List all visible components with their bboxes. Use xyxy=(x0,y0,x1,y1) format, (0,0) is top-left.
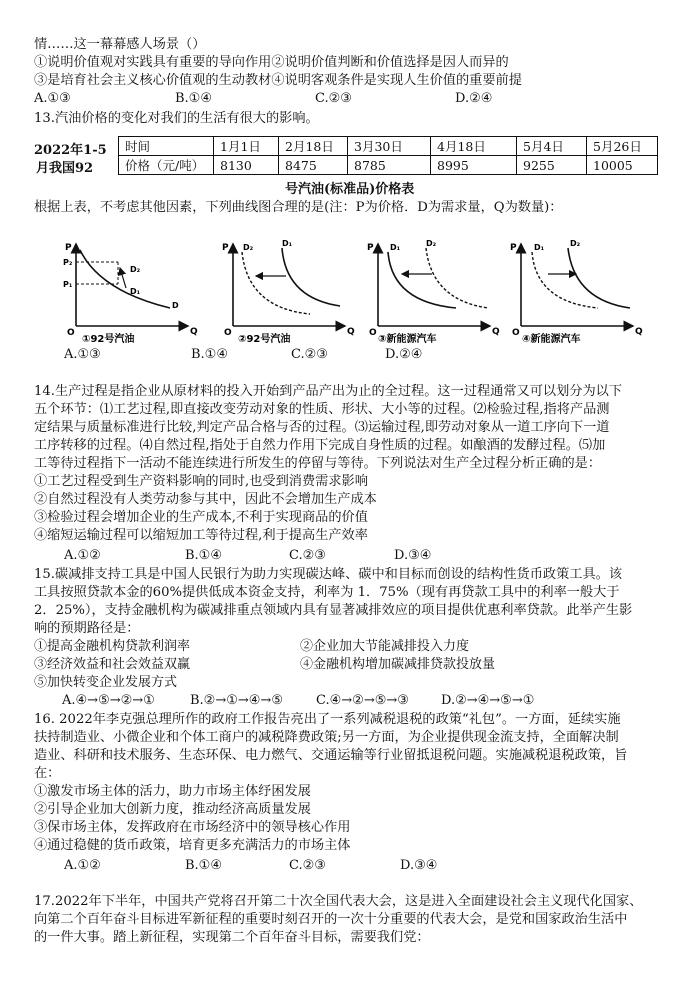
q17-stem-line: 的一件大事。踏上新征程，实现第二个百年奋斗目标，需要我们党： xyxy=(34,930,430,945)
origin-label: O xyxy=(369,328,377,338)
graph-caption-3: ③新能源汽车 xyxy=(378,334,437,344)
graph-4[interactable] xyxy=(510,239,643,338)
table-cell: 价格（元/吨） xyxy=(119,156,214,175)
table-cell: 9255 xyxy=(517,156,587,175)
graph-3[interactable] xyxy=(367,239,500,338)
q17-stem-line: 向第二个百年奋斗目标进军新征程的重要时刻召开的一次十分重要的代表大会，是党和国家政治生活中 xyxy=(34,912,628,927)
q13-choice-b[interactable]: B.①④ xyxy=(191,347,228,362)
axis-label-p: P xyxy=(510,243,517,253)
q16-option-4: ④通过稳健的货币政策，培育更多充满活力的市场主体 xyxy=(34,838,351,853)
q16-option-2: ②引导企业加大创新力度，推动经济高质量发展 xyxy=(34,802,311,817)
q15-option-4: ④金融机构增加碳减排贷款投放量 xyxy=(300,657,496,672)
q16-choice-b[interactable]: B.①④ xyxy=(185,858,222,873)
price-table-side-title-1: 2022年1-5 xyxy=(34,143,107,158)
q15-choice-c[interactable]: C.④→②→⑤→③ xyxy=(316,693,409,708)
label-p1: P₁ xyxy=(63,280,73,289)
q15-option-3: ③经济效益和社会效益双赢 xyxy=(34,657,191,672)
table-row xyxy=(119,156,658,175)
table-cell: 8785 xyxy=(348,156,431,175)
table-cell: 4月18日 xyxy=(431,137,517,156)
q13-choice-a[interactable]: A.①③ xyxy=(64,347,101,362)
q16-choice-a[interactable]: A.①② xyxy=(64,858,101,873)
price-table-title: 号汽油(标准品)价格表 xyxy=(285,182,415,197)
curve-graphs xyxy=(60,236,660,344)
axis-label-q: Q xyxy=(190,327,198,337)
price-table-side-title-2: 月我国92 xyxy=(36,161,94,176)
q15-choice-a[interactable]: A.④→⑤→②→① xyxy=(62,693,155,708)
graph-caption-1: ①92号汽油 xyxy=(82,334,135,344)
q12-option-line-2: ③是培育社会主义核心价值观的生动教材④说明客观条件是实现人生价值的重要前提 xyxy=(34,73,522,88)
q14-option-2: ②自然过程没有人类劳动参与其中，因此不会增加生产成本 xyxy=(34,492,377,507)
graph-caption-4: ④新能源汽车 xyxy=(522,334,581,344)
axis-label-q: Q xyxy=(347,327,355,337)
label-d1: D₁ xyxy=(534,243,545,252)
axis-label-p: P xyxy=(65,243,72,253)
q15-choice-d[interactable]: D.②→④→⑤→① xyxy=(441,693,535,708)
label-d2: D₂ xyxy=(426,239,437,248)
q13-choice-c[interactable]: C.②③ xyxy=(291,347,328,362)
q16-option-1: ①激发市场主体的活力，助力市场主体纾困发展 xyxy=(34,784,311,799)
table-cell: 10005 xyxy=(587,156,658,175)
q15-stem-line: 2．25%），支持金融机构为碳减排重点领域内具有显著减排效应的项目提供优惠利率贷款。此举产生影 xyxy=(34,603,633,618)
q14-stem-line: 14.生产过程是指企业从原材料的投入开始到产品产出为止的全过程。这一过程通常又可以划分为以下 xyxy=(34,384,623,399)
axis-label-p: P xyxy=(367,243,374,253)
axis-label-p: P xyxy=(222,243,229,253)
q15-option-5: ⑤加快转变企业发展方式 xyxy=(34,675,178,690)
gasoline-price-table xyxy=(118,136,658,175)
q16-choice-c[interactable]: C.②③ xyxy=(289,858,326,873)
q12-option-line-1: ①说明价值观对实践具有重要的导向作用②说明价值判断和价值选择是因人而异的 xyxy=(34,55,509,70)
origin-label: O xyxy=(512,328,520,338)
q14-choice-c[interactable]: C.②③ xyxy=(289,548,326,563)
table-cell: 2月18日 xyxy=(279,137,348,156)
label-d2: D₂ xyxy=(130,265,141,274)
label-p2: P₂ xyxy=(63,258,73,267)
q13-choice-d[interactable]: D.②④ xyxy=(385,347,423,362)
q14-option-3: ③检验过程会增加企业的生产成本,不利于实现商品的价值 xyxy=(34,510,368,525)
label-d2: D₂ xyxy=(570,239,581,248)
q16-stem-line: 扶持制造业、小微企业和个体工商户的减税降费政策;另一方面，为企业提供现金流支持，全面解决制 xyxy=(34,730,619,745)
q14-stem-line: 五个环节：⑴工艺过程,即直接改变劳动对象的性质、形状、大小等的过程。⑵检验过程,指将产品测 xyxy=(34,402,610,417)
graph-2[interactable] xyxy=(222,239,355,338)
table-cell: 5月26日 xyxy=(587,137,658,156)
q12-stem-line: 情……这一幕幕感人场景（） xyxy=(34,37,206,52)
table-cell: 5月4日 xyxy=(517,137,587,156)
q15-option-2: ②企业加大节能减排投入力度 xyxy=(300,639,470,654)
q17-stem-line: 17.2022年下半年，中国共产党将召开第二十次全国代表大会，这是进入全面建设社会主义现代化国家、 xyxy=(34,894,643,909)
q16-stem-line: 16. 2022年李克强总理所作的政府工作报告亮出了一系列减税退税的政策“礼包”。一方面，延续实施 xyxy=(34,712,621,727)
label-d1: D₁ xyxy=(130,287,141,296)
q14-choice-d[interactable]: D.③④ xyxy=(394,548,432,563)
q15-stem-line: 响的预期路径是： xyxy=(34,621,140,636)
q12-choice-b[interactable]: B.①④ xyxy=(175,91,212,106)
axis-label-q: Q xyxy=(635,327,643,337)
q14-choice-b[interactable]: B.①④ xyxy=(185,548,222,563)
q16-stem-line: 在： xyxy=(34,766,61,781)
q15-option-1: ①提高金融机构贷款利润率 xyxy=(34,639,191,654)
label-d1: D₁ xyxy=(282,239,293,248)
axis-label-q: Q xyxy=(492,327,500,337)
origin-label: O xyxy=(67,328,75,338)
origin-label: O xyxy=(224,328,232,338)
graph-caption-2: ②92号汽油 xyxy=(238,334,291,344)
table-cell: 时间 xyxy=(119,137,214,156)
q12-choice-d[interactable]: D.②④ xyxy=(455,91,493,106)
label-d2: D₂ xyxy=(243,243,254,252)
table-cell: 8475 xyxy=(279,156,348,175)
q16-stem-line: 造业、科研和技术服务、生态环保、电力燃气、交通运输等行业留抵退税问题。实施减税退税政策，旨 xyxy=(34,748,628,763)
q14-stem-line: 定结果与质量标准进行比较,判定产品合格与否的过程。⑶运输过程,即劳动对象从一道工序向下一道 xyxy=(34,420,610,435)
q14-stem-line: 工序转移的过程。⑷自然过程,指处于自然力作用下完成自身性质的过程。如酿酒的发酵过程。⑸加 xyxy=(34,438,606,453)
table-cell: 3月30日 xyxy=(348,137,431,156)
q15-stem-line: 15.碳减排支持工具是中国人民银行为助力实现碳达峰、碳中和目标而创设的结构性货币政策工具。该 xyxy=(34,567,623,582)
table-cell: 8995 xyxy=(431,156,517,175)
q14-option-1: ①工艺过程受到生产资料影响的同时,也受到消费需求影响 xyxy=(34,474,368,489)
q13-question: 根据上表，不考虑其他因素，下列曲线图合理的是(注：P为价格．D为需求量，Q为数量)： xyxy=(34,200,563,215)
q14-choice-a[interactable]: A.①② xyxy=(64,548,101,563)
label-d1: D₁ xyxy=(390,243,401,252)
q15-stem-line: 工具按照贷款本金的60%提供低成本资金支持，利率为 1．75%（现有再贷款工具中的利率一般大于 xyxy=(34,585,620,600)
table-cell: 1月1日 xyxy=(214,137,279,156)
table-cell: 8130 xyxy=(214,156,279,175)
q13-stem: 13.汽油价格的变化对我们的生活有很大的影响。 xyxy=(34,111,319,126)
q14-option-4: ④缩短运输过程可以缩短加工等待过程,利于提高生产效率 xyxy=(34,528,368,543)
q16-choice-d[interactable]: D.③④ xyxy=(400,858,438,873)
q16-option-3: ③保市场主体，发挥政府在市场经济中的领导核心作用 xyxy=(34,820,351,835)
label-d: D xyxy=(172,301,179,310)
q14-stem-line: 工等待过程指下一活动不能连续进行所发生的停留与等待。下列说法对生产全过程分析正确的是： xyxy=(34,456,602,471)
q15-choice-b[interactable]: B.②→①→④→⑤ xyxy=(190,693,283,708)
graph-1[interactable] xyxy=(63,243,198,338)
table-row xyxy=(119,137,658,156)
q12-choice-c[interactable]: C.②③ xyxy=(315,91,352,106)
q12-choice-a[interactable]: A.①③ xyxy=(34,91,71,106)
